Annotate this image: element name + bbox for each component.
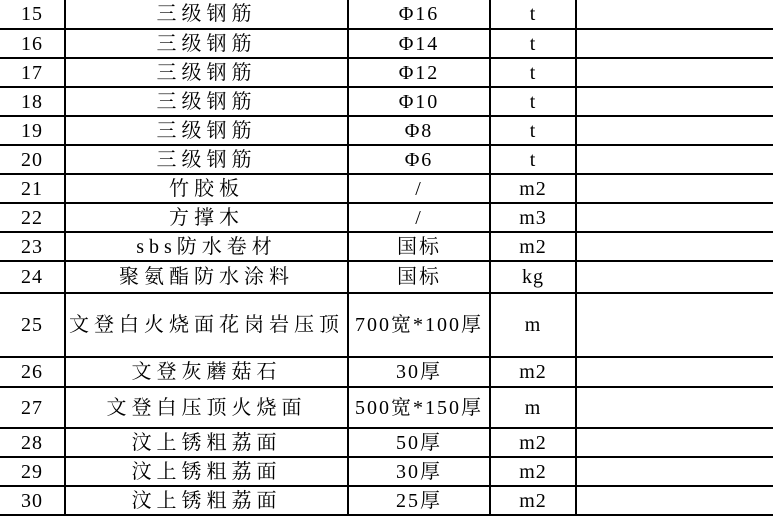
empty-value-cell bbox=[576, 232, 773, 261]
spec-cell: 500宽*150厚 bbox=[348, 387, 490, 428]
unit-cell: m2 bbox=[490, 428, 576, 457]
unit-cell: m3 bbox=[490, 203, 576, 232]
empty-value-cell bbox=[576, 116, 773, 145]
spec-cell: Φ16 bbox=[348, 0, 490, 29]
material-name-cell: 三级钢筋 bbox=[65, 29, 348, 58]
spec-cell: Φ6 bbox=[348, 145, 490, 174]
partial-cell bbox=[348, 515, 490, 516]
spec-cell: Φ10 bbox=[348, 87, 490, 116]
row-number-cell: 15 bbox=[0, 0, 65, 29]
empty-value-cell bbox=[576, 0, 773, 29]
unit-cell: t bbox=[490, 145, 576, 174]
unit-cell: m bbox=[490, 293, 576, 357]
row-number-cell: 19 bbox=[0, 116, 65, 145]
unit-cell: t bbox=[490, 87, 576, 116]
unit-cell: m2 bbox=[490, 174, 576, 203]
material-name-cell: 三级钢筋 bbox=[65, 116, 348, 145]
table-row bbox=[0, 232, 773, 261]
empty-value-cell bbox=[576, 203, 773, 232]
table-row bbox=[0, 457, 773, 486]
empty-value-cell bbox=[576, 87, 773, 116]
row-number-cell: 30 bbox=[0, 486, 65, 515]
row-number-cell: 25 bbox=[0, 293, 65, 357]
row-number-cell: 16 bbox=[0, 29, 65, 58]
unit-cell: kg bbox=[490, 261, 576, 293]
row-number-cell: 27 bbox=[0, 387, 65, 428]
table-row bbox=[0, 387, 773, 428]
row-number-cell: 28 bbox=[0, 428, 65, 457]
table-row bbox=[0, 428, 773, 457]
partial-cell bbox=[490, 515, 576, 516]
spec-cell: Φ8 bbox=[348, 116, 490, 145]
empty-value-cell bbox=[576, 58, 773, 87]
table-row bbox=[0, 116, 773, 145]
spec-cell: 国标 bbox=[348, 261, 490, 293]
table-row bbox=[0, 261, 773, 293]
partial-row bbox=[0, 515, 773, 516]
row-number-cell: 23 bbox=[0, 232, 65, 261]
row-number-cell: 20 bbox=[0, 145, 65, 174]
partial-cell bbox=[65, 515, 348, 516]
spec-cell: 25厚 bbox=[348, 486, 490, 515]
row-number-cell: 18 bbox=[0, 87, 65, 116]
material-name-cell: 文登灰蘑菇石 bbox=[65, 357, 348, 387]
material-name-cell: 文登白压顶火烧面 bbox=[65, 387, 348, 428]
row-number-cell: 21 bbox=[0, 174, 65, 203]
unit-cell: t bbox=[490, 58, 576, 87]
material-name-cell: 三级钢筋 bbox=[65, 0, 348, 29]
empty-value-cell bbox=[576, 387, 773, 428]
material-name-cell: 汶上锈粗荔面 bbox=[65, 428, 348, 457]
empty-value-cell bbox=[576, 261, 773, 293]
unit-cell: m2 bbox=[490, 357, 576, 387]
table-row bbox=[0, 174, 773, 203]
empty-value-cell bbox=[576, 457, 773, 486]
unit-cell: m2 bbox=[490, 457, 576, 486]
material-name-cell: 聚氨酯防水涂料 bbox=[65, 261, 348, 293]
material-name-cell: 汶上锈粗荔面 bbox=[65, 457, 348, 486]
unit-cell: t bbox=[490, 0, 576, 29]
unit-cell: m2 bbox=[490, 486, 576, 515]
spec-cell: Φ14 bbox=[348, 29, 490, 58]
table-row bbox=[0, 203, 773, 232]
material-name-cell: 文登白火烧面花岗岩压顶 bbox=[65, 293, 348, 357]
spec-cell: / bbox=[348, 203, 490, 232]
material-name-cell: 三级钢筋 bbox=[65, 87, 348, 116]
row-number-cell: 17 bbox=[0, 58, 65, 87]
material-name-cell: 竹胶板 bbox=[65, 174, 348, 203]
empty-value-cell bbox=[576, 29, 773, 58]
table-row bbox=[0, 486, 773, 515]
unit-cell: m bbox=[490, 387, 576, 428]
row-number-cell: 26 bbox=[0, 357, 65, 387]
row-number-cell: 29 bbox=[0, 457, 65, 486]
row-number-cell: 24 bbox=[0, 261, 65, 293]
partial-cell bbox=[0, 515, 65, 516]
spec-cell: 700宽*100厚 bbox=[348, 293, 490, 357]
material-name-cell: 汶上锈粗荔面 bbox=[65, 486, 348, 515]
empty-value-cell bbox=[576, 145, 773, 174]
table-row bbox=[0, 58, 773, 87]
empty-value-cell bbox=[576, 428, 773, 457]
spec-cell: 30厚 bbox=[348, 457, 490, 486]
partial-cell bbox=[576, 515, 773, 516]
material-name-cell: 三级钢筋 bbox=[65, 58, 348, 87]
unit-cell: t bbox=[490, 116, 576, 145]
unit-cell: t bbox=[490, 29, 576, 58]
empty-value-cell bbox=[576, 357, 773, 387]
empty-value-cell bbox=[576, 293, 773, 357]
table-row bbox=[0, 0, 773, 29]
empty-value-cell bbox=[576, 486, 773, 515]
spec-cell: Φ12 bbox=[348, 58, 490, 87]
material-name-cell: 三级钢筋 bbox=[65, 145, 348, 174]
material-name-cell: 方撑木 bbox=[65, 203, 348, 232]
table-row bbox=[0, 145, 773, 174]
table-row bbox=[0, 357, 773, 387]
table-row bbox=[0, 293, 773, 357]
table-row bbox=[0, 87, 773, 116]
row-number-cell: 22 bbox=[0, 203, 65, 232]
spec-cell: / bbox=[348, 174, 490, 203]
table-row bbox=[0, 29, 773, 58]
spec-cell: 30厚 bbox=[348, 357, 490, 387]
unit-cell: m2 bbox=[490, 232, 576, 261]
spec-cell: 国标 bbox=[348, 232, 490, 261]
spec-cell: 50厚 bbox=[348, 428, 490, 457]
material-name-cell: sbs防水卷材 bbox=[65, 232, 348, 261]
empty-value-cell bbox=[576, 174, 773, 203]
